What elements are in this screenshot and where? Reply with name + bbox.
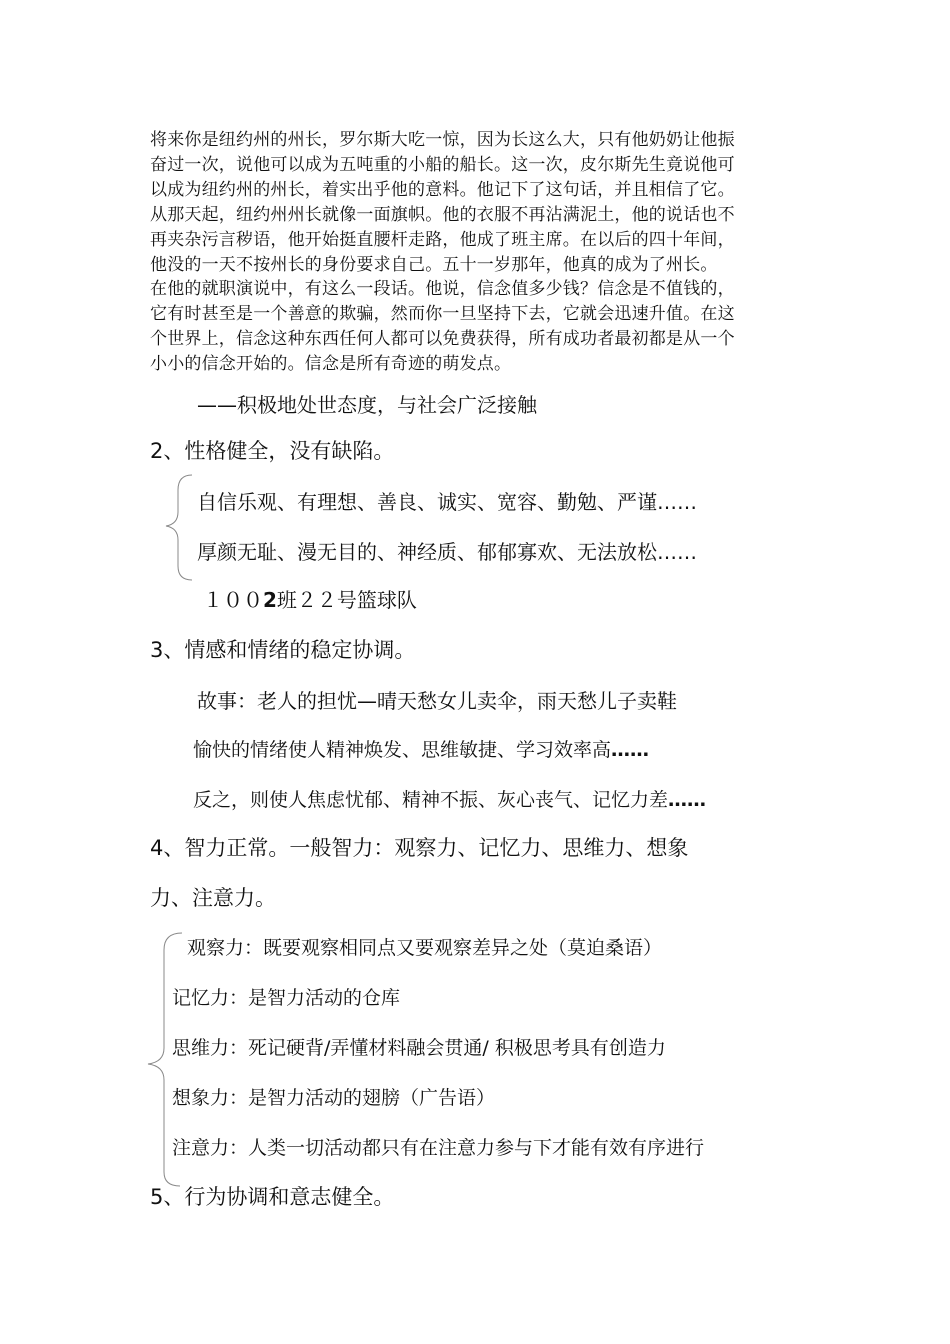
paragraph-line: 小小的信念开始的。信念是所有奇迹的萌发点。: [150, 354, 512, 374]
section2-heading: 2、性格健全，没有缺陷。: [150, 439, 395, 463]
positive-traits: 自信乐观、有理想、善良、诚实、宽容、勤勉、严谨……: [197, 490, 697, 514]
paragraph-line: 他没的一天不按州长的身份要求自己。五十一岁那年，他真的成为了州长。: [150, 255, 718, 275]
intelligence-item-attention: 注意力：人类一切活动都只有在注意力参与下才能有效有序进行: [172, 1137, 705, 1159]
paragraph-line: 将来你是纽约州的州长，罗尔斯大吃一惊，因为长这么大，只有他奶奶让他振: [150, 130, 735, 150]
class-label-suffix: 班２２号篮球队: [276, 588, 417, 612]
intelligence-item-imagination: 想象力：是智力活动的翅膀（广告语）: [172, 1087, 496, 1109]
contrary-emotions-dots: ……: [668, 789, 707, 811]
section4-heading-line1: 4、智力正常。一般智力：观察力、记忆力、思维力、想象: [150, 836, 689, 860]
paragraph-line: 以成为纽约州的州长，着实出乎他的意料。他记下了这句话，并且相信了它。: [150, 180, 735, 200]
intelligence-item-thinking: 思维力：死记硬背/弄懂材料融会贯通/ 积极思考具有创造力: [172, 1037, 666, 1059]
negative-traits: 厚颜无耻、漫无目的、神经质、郁郁寡欢、无法放松……: [197, 540, 697, 564]
section4-heading-line2: 力、注意力。: [150, 886, 276, 910]
paragraph-line: 再夹杂污言秽语，他开始挺直腰杆走路，他成了班主席。在以后的四十年间，: [150, 230, 735, 250]
summary-line: ——积极地处世态度，与社会广泛接触: [197, 393, 537, 417]
pleasant-emotions-text: 愉快的情绪使人精神焕发、思维敏捷、学习效率高: [193, 739, 612, 761]
story-line: 故事：老人的担忧—晴天愁女儿卖伞，雨天愁儿子卖鞋: [197, 689, 677, 713]
paragraph-line: 从那天起，纽约州州长就像一面旗帜。他的衣服不再沾满泥土，他的说话也不: [150, 205, 735, 225]
section5-heading: 5、行为协调和意志健全。: [150, 1185, 395, 1209]
paragraph-line: 在他的就职演说中，有这么一段话。他说，信念值多少钱？信念是不值钱的，: [150, 279, 735, 299]
intelligence-item-memory: 记忆力：是智力活动的仓库: [172, 987, 401, 1009]
intelligence-item-observation: 观察力：既要观察相同点又要观察差异之处（莫迫桑语）: [187, 937, 663, 959]
class-label-number: 2: [263, 588, 277, 612]
class-label-prefix: １００: [203, 588, 263, 612]
paragraph-line: 它有时甚至是一个善意的欺骗，然而你一旦坚持下去，它就会迅速升值。在这: [150, 304, 735, 324]
pleasant-emotions-dots: ……: [611, 739, 650, 761]
paragraph-line: 个世界上，信念这种东西任何人都可以免费获得，所有成功者最初都是从一个: [150, 329, 735, 349]
paragraph-line: 奋过一次，说他可以成为五吨重的小船的船长。这一次，皮尔斯先生竟说他可: [150, 155, 735, 175]
contrary-emotions-text: 反之，则使人焦虑忧郁、精神不振、灰心丧气、记忆力差: [193, 789, 669, 811]
section3-heading: 3、情感和情绪的稳定协调。: [150, 638, 416, 662]
